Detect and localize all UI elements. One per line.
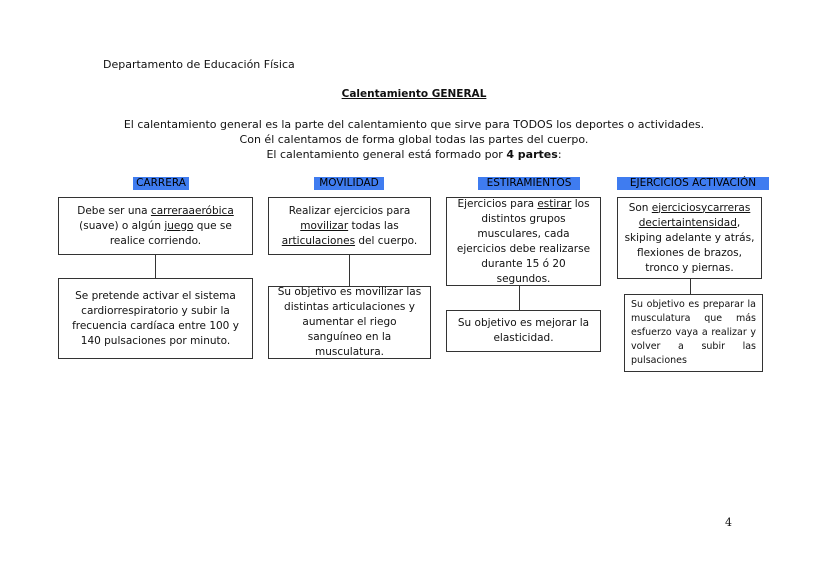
text: Debe ser una xyxy=(77,204,151,217)
page-title: Calentamiento GENERAL xyxy=(341,88,487,100)
underlined-text: juego xyxy=(164,219,194,232)
underlined-text: movilizar xyxy=(300,219,349,232)
text: , skiping adelante y atrás, flexiones de brazos, tronco y piernas. xyxy=(624,216,755,274)
estiramientos-objective: Su objetivo es mejorar la elasticidad. xyxy=(457,317,590,344)
underlined-text: ejerciciosycarreras deciertaintensidad xyxy=(638,201,751,229)
text: que se realice corriendo. xyxy=(109,219,232,247)
department-header: Departamento de Educación Física xyxy=(103,58,295,71)
intro-line-3-suffix: : xyxy=(557,148,562,161)
estiramientos-description-box xyxy=(446,197,601,286)
underlined-text: carreraaeróbica xyxy=(150,204,234,217)
intro-line-3 xyxy=(0,148,828,161)
carrera-description-box xyxy=(58,197,253,255)
carrera-objective: Se pretende activar el sistema cardiorrespiratorio y subir la frecuencia cardíaca entre 100 y 140 pulsaciones por minuto. xyxy=(72,289,239,347)
connector-line xyxy=(690,279,691,294)
intro-line-3-prefix: El calentamiento general está formado por xyxy=(266,148,507,161)
text: Realizar ejercicios para xyxy=(288,204,411,217)
activacion-description xyxy=(624,201,755,276)
connector-line xyxy=(155,255,156,278)
text: Son xyxy=(628,201,652,214)
text: todas las xyxy=(348,219,399,232)
text: los distintos grupos musculares, cada ejercicios debe realizarse durante 15 ó 20 segundos. xyxy=(456,197,591,285)
movilidad-objective: Su objetivo es movilizar las distintas articulaciones y aumentar el riego sanguíneo en la musculatura. xyxy=(277,286,422,358)
carrera-description xyxy=(65,204,246,249)
text: Ejercicios para xyxy=(457,197,538,210)
underlined-text: articulaciones xyxy=(281,234,356,247)
intro-line-2: Con él calentamos de forma global todas las partes del cuerpo. xyxy=(239,133,589,146)
underlined-text: estirar xyxy=(537,197,572,210)
intro-line-3-bold: 4 partes xyxy=(506,148,558,161)
text: del cuerpo. xyxy=(355,234,418,247)
connector-line xyxy=(349,255,350,286)
text: (suave) o algún xyxy=(79,219,165,232)
movilidad-objective-box xyxy=(268,286,431,359)
movilidad-description xyxy=(275,204,424,249)
heading-estiramientos: ESTIRAMIENTOS xyxy=(478,177,580,190)
estiramientos-objective-box xyxy=(446,310,601,352)
activacion-objective-box xyxy=(624,294,763,372)
page-number: 4 xyxy=(725,516,732,529)
intro-line-1: El calentamiento general es la parte del calentamiento que sirve para TODOS los deportes o actividades. xyxy=(123,118,705,131)
activacion-description-box xyxy=(617,197,762,279)
heading-carrera: CARRERA xyxy=(133,177,189,190)
estiramientos-description xyxy=(453,197,594,287)
heading-movilidad: MOVILIDAD xyxy=(314,177,384,190)
activacion-objective: Su objetivo es preparar la musculatura que más esfuerzo vaya a realizar y volver a subir las pulsaciones xyxy=(631,299,756,366)
connector-line xyxy=(519,286,520,310)
carrera-objective-box xyxy=(58,278,253,359)
heading-ejercicios-activacion: EJERCICIOS ACTIVACIÓN xyxy=(617,177,769,190)
movilidad-description-box xyxy=(268,197,431,255)
